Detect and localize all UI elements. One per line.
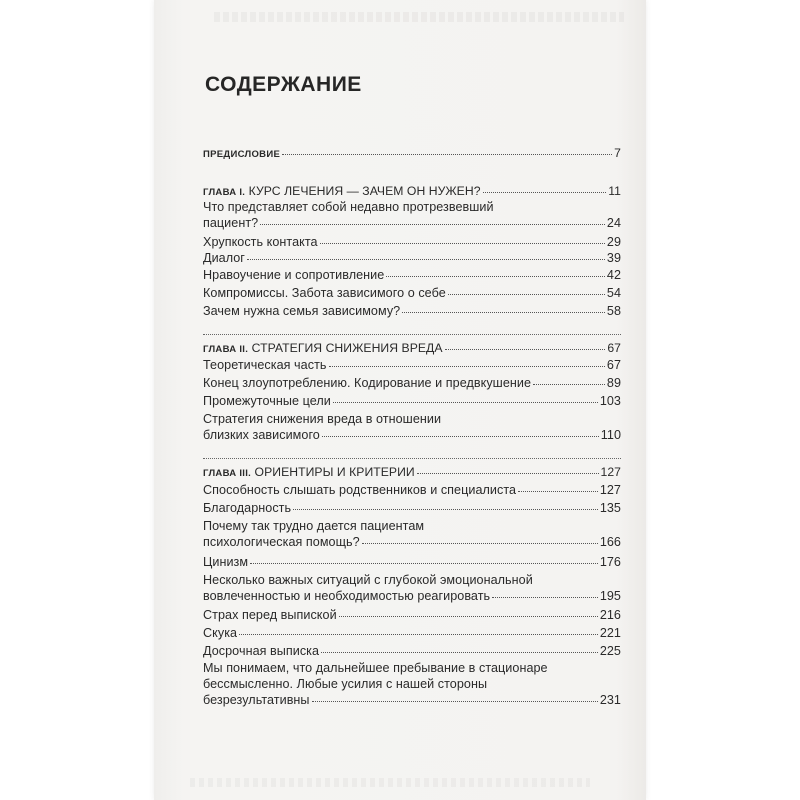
dot-leader bbox=[386, 276, 605, 277]
chapter-number: ГЛАВА II. bbox=[203, 344, 249, 355]
toc-entry bbox=[203, 393, 621, 409]
chapter-title-text: СТРАТЕГИЯ СНИЖЕНИЯ ВРЕДА bbox=[248, 341, 443, 355]
toc-chapter-entry bbox=[203, 464, 621, 482]
chapter-title-text: КУРС ЛЕЧЕНИЯ — ЗАЧЕМ ОН НУЖЕН? bbox=[245, 184, 481, 198]
toc-entry bbox=[203, 625, 621, 641]
toc-entry-title-line: Стратегия снижения вреда в отношении bbox=[203, 412, 442, 426]
toc-chapter-title bbox=[203, 464, 415, 482]
dot-leader bbox=[322, 436, 599, 437]
dot-leader bbox=[282, 154, 612, 155]
toc-entry bbox=[203, 643, 621, 659]
toc-entry-title-line: Мы понимаем, что дальнейшее пребывание в стационаре bbox=[203, 661, 548, 675]
toc-entry bbox=[203, 411, 621, 443]
toc-entry-title-line: Что представляет собой недавно протрезвевший bbox=[203, 200, 494, 214]
dot-leader bbox=[492, 597, 598, 598]
dot-leader bbox=[247, 259, 605, 260]
toc-entry bbox=[203, 660, 621, 708]
page-number: 24 bbox=[606, 216, 621, 230]
toc-entry bbox=[203, 375, 621, 391]
page-number: 54 bbox=[606, 286, 621, 300]
dot-leader bbox=[483, 192, 607, 193]
toc-entry-title: Хрупкость контакта bbox=[203, 235, 318, 249]
page-number: 58 bbox=[606, 304, 621, 318]
page-number: 42 bbox=[606, 268, 621, 282]
bleed-through-text-bottom bbox=[190, 778, 590, 787]
page-number: 231 bbox=[599, 693, 621, 707]
toc-entry bbox=[203, 199, 621, 231]
page-number: 216 bbox=[599, 608, 621, 622]
page-number: 103 bbox=[599, 394, 621, 408]
section-divider bbox=[203, 458, 621, 459]
toc-entry bbox=[203, 234, 621, 250]
toc-chapter-title bbox=[203, 340, 443, 358]
toc-entry bbox=[203, 285, 621, 301]
dot-leader bbox=[329, 366, 605, 367]
page-number: 67 bbox=[607, 341, 621, 355]
toc-entry bbox=[203, 500, 621, 516]
toc-entry-title: Зачем нужна семья зависимому? bbox=[203, 304, 401, 318]
section-divider bbox=[203, 334, 621, 335]
dot-leader bbox=[402, 312, 605, 313]
toc-entry bbox=[203, 482, 621, 498]
chapter-number: ГЛАВА I. bbox=[203, 187, 246, 198]
dot-leader bbox=[260, 224, 605, 225]
toc-entry bbox=[203, 572, 621, 604]
toc-entry-title: безрезультативны bbox=[203, 693, 310, 707]
toc-entry bbox=[203, 250, 621, 266]
page-number: 225 bbox=[599, 644, 621, 658]
toc-entry-title: Страх перед выпиской bbox=[203, 608, 337, 622]
toc-entry-title: Теоретическая часть bbox=[203, 358, 327, 372]
toc-entry-title: Нравоучение и сопротивление bbox=[203, 268, 385, 282]
page-number: 127 bbox=[600, 465, 621, 479]
dot-leader bbox=[321, 652, 598, 653]
page-number: 221 bbox=[599, 626, 621, 640]
toc-entry-title: Досрочная выписка bbox=[203, 644, 320, 658]
bleed-through-text-top bbox=[214, 12, 624, 22]
toc-entry-title: Благодарность bbox=[203, 501, 292, 515]
dot-leader bbox=[533, 384, 605, 385]
page-number: 127 bbox=[599, 483, 621, 497]
toc-chapter-entry bbox=[203, 340, 621, 358]
toc-entry-title-line: Несколько важных ситуаций с глубокой эмоциональной bbox=[203, 573, 533, 587]
page-number: 7 bbox=[614, 146, 621, 160]
dot-leader bbox=[518, 491, 598, 492]
toc-entry-title: близких зависимого bbox=[203, 428, 320, 442]
chapter-number: ПРЕДИСЛОВИЕ bbox=[203, 149, 281, 160]
dot-leader bbox=[445, 349, 606, 350]
dot-leader bbox=[417, 473, 599, 474]
page-number: 29 bbox=[606, 235, 621, 249]
dot-leader bbox=[362, 543, 598, 544]
toc-entry bbox=[203, 554, 621, 570]
chapter-number: ГЛАВА III. bbox=[203, 468, 252, 479]
toc-entry-title: Компромиссы. Забота зависимого о себе bbox=[203, 286, 446, 300]
page-number: 135 bbox=[599, 501, 621, 515]
toc-entry-title: Скука bbox=[203, 626, 238, 640]
toc-chapter-title bbox=[203, 145, 280, 163]
page-number: 110 bbox=[600, 428, 621, 442]
dot-leader bbox=[333, 402, 598, 403]
page-number: 89 bbox=[606, 376, 621, 390]
toc-entry-title-line: бессмысленно. Любые усилия с нашей стороны bbox=[203, 677, 488, 691]
dot-leader bbox=[239, 634, 598, 635]
dot-leader bbox=[320, 243, 605, 244]
toc-entry bbox=[203, 303, 621, 319]
toc-entry-title: психологическая помощь? bbox=[203, 535, 360, 549]
dot-leader bbox=[250, 563, 598, 564]
dot-leader bbox=[293, 509, 598, 510]
toc-entry bbox=[203, 357, 621, 373]
toc-entry-title: Диалог bbox=[203, 251, 245, 265]
toc-entry bbox=[203, 267, 621, 283]
toc-entry-title: пациент? bbox=[203, 216, 259, 230]
page-number: 11 bbox=[608, 184, 621, 198]
toc-entry-title: Цинизм bbox=[203, 555, 249, 569]
dot-leader bbox=[448, 294, 605, 295]
toc-entry-title-line: Почему так трудно дается пациентам bbox=[203, 519, 425, 533]
toc-entry-title: вовлеченностью и необходимостью реагировать bbox=[203, 589, 491, 603]
toc-entry bbox=[203, 607, 621, 623]
page-number: 176 bbox=[599, 555, 621, 569]
toc-entry-title: Промежуточные цели bbox=[203, 394, 331, 408]
dot-leader bbox=[339, 616, 598, 617]
dot-leader bbox=[312, 701, 598, 702]
chapter-title-text: ОРИЕНТИРЫ И КРИТЕРИИ bbox=[251, 465, 415, 479]
page-number: 195 bbox=[599, 589, 621, 603]
toc-chapter-entry bbox=[203, 145, 621, 163]
page-number: 166 bbox=[599, 535, 621, 549]
toc-entry bbox=[203, 518, 621, 550]
toc-entry-title: Способность слышать родственников и специалиста bbox=[203, 483, 517, 497]
page-title: СОДЕРЖАНИЕ bbox=[205, 73, 362, 96]
toc-entry-title: Конец злоупотреблению. Кодирование и предвкушение bbox=[203, 376, 532, 390]
page-number: 39 bbox=[606, 251, 621, 265]
page-number: 67 bbox=[606, 358, 621, 372]
